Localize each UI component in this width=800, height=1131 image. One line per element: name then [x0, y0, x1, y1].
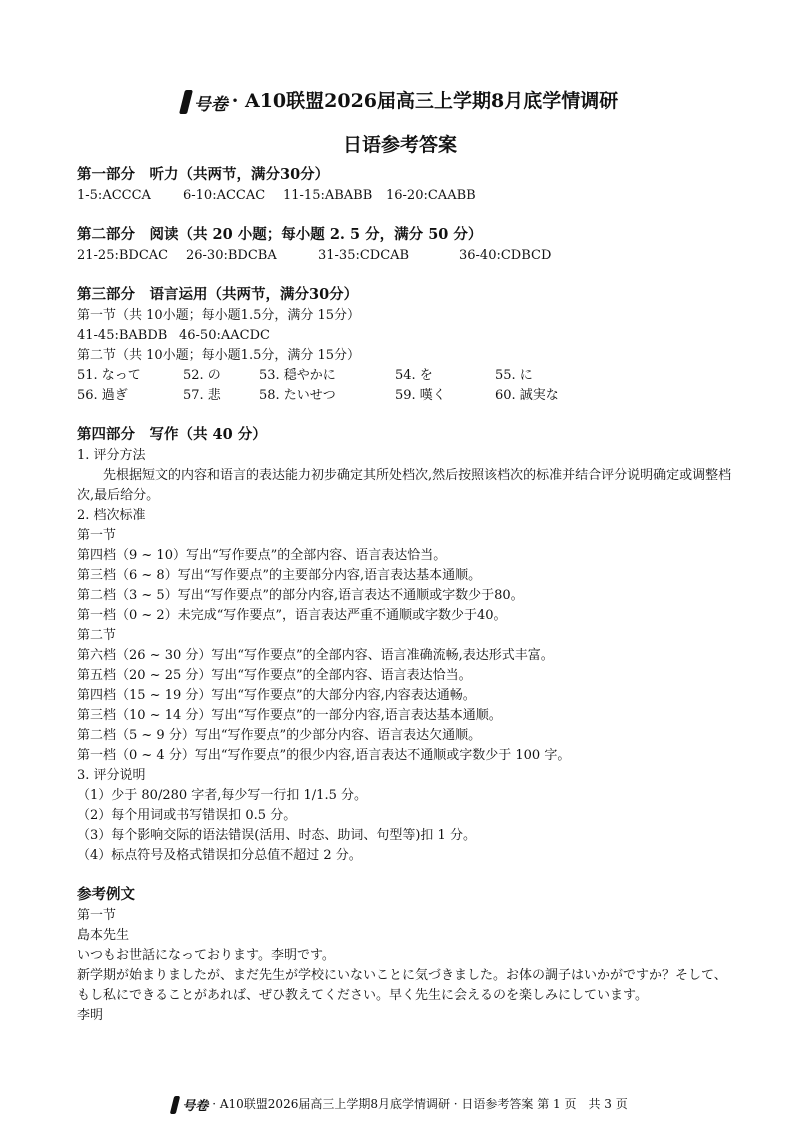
level-item: 第四档（9 ~ 10）写出“写作要点”的全部内容、语言表达恰当。: [77, 548, 447, 563]
levels-sec2-label: 第二节: [77, 628, 117, 643]
answer-group: 26-30:BDCBA: [186, 248, 277, 263]
answer-group: 41-45:BABDB: [77, 328, 168, 343]
fill-answer: 54. を: [395, 368, 433, 383]
fill-answer: 60. 誠実な: [495, 388, 559, 403]
fill-answer: 52. の: [183, 368, 221, 383]
answer-group: 6-10:ACCAC: [183, 188, 266, 203]
level-item: 第一档（0 ~ 2）未完成“写作要点”，语言表达严重不通顺或字数少于40。: [77, 608, 507, 623]
part2-title: 第二部分 阅读（共 20 小题；每小题 2. 5 分，满分 50 分）: [77, 226, 483, 243]
answer-content: [77, 164, 737, 1026]
logo-text: 号卷: [182, 1099, 209, 1114]
scoring-note: （3）每个影响交际的语法错误(活用、时态、助词、句型等)扣 1 分。: [77, 828, 476, 843]
sample-essay-title: 参考例文: [77, 886, 135, 903]
brand-logo: [182, 90, 228, 115]
answer-group: 1-5:ACCCA: [77, 188, 151, 203]
fill-answer: 57. 悲: [183, 388, 221, 403]
fill-answer: 58. たいせつ: [259, 388, 336, 403]
scoring-notes-title: 3. 评分说明: [77, 768, 146, 783]
levels-sec1-label: 第一节: [77, 528, 117, 543]
fill-answer: 55. に: [495, 368, 533, 383]
part4-title: 第四部分 写作（共 40 分）: [77, 426, 267, 443]
answer-group: 21-25:BDCAC: [77, 248, 169, 263]
level-item: 第三档（10 ~ 14 分）写出“写作要点”的一部分内容,语言表达基本通顺。: [77, 708, 502, 723]
brush-stroke-icon: [170, 1096, 180, 1114]
sample-body: 新学期が始まりましたが、まだ先生が学校にいないことに気づきました。お体の調子はいかがですか？そして、もし私にできることがあれば、ぜひ教えてください。早く先生に会えるのを楽しみにしています。: [77, 968, 727, 1003]
scoring-note: （2）每个用词或书写错误扣 0.5 分。: [77, 808, 297, 823]
part1-title: 第一部分 听力（共两节，满分30分）: [77, 166, 330, 183]
logo-text: 号卷: [193, 94, 228, 115]
footer-text: · A10联盟2026届高三上学期8月底学情调研 · 日语参考答案 第 1 页 共 3 页: [212, 1097, 628, 1111]
document-subtitle: 日语参考答案: [342, 134, 457, 156]
level-item: 第五档（20 ~ 25 分）写出“写作要点”的全部内容、语言表达恰当。: [77, 668, 472, 683]
level-item: 第一档（0 ~ 4 分）写出“写作要点”的很少内容,语言表达不通顺或字数少于 100 字。: [77, 748, 571, 763]
level-item: 第二档（5 ~ 9 分）写出“写作要点”的少部分内容、语言表达欠通顺。: [77, 728, 482, 743]
fill-answer: 59. 嘆く: [395, 388, 446, 403]
part3-sec1-label: 第一节（共 10小题；每小题1.5分，满分 15分）: [77, 308, 361, 323]
level-item: 第三档（6 ~ 8）写出“写作要点”的主要部分内容,语言表达基本通顺。: [77, 568, 482, 583]
fill-answers-row2: [77, 386, 737, 406]
fill-answer: 53. 穏やかに: [259, 368, 336, 383]
part3-sec2-label: 第二节（共 10小题；每小题1.5分，满分 15分）: [77, 348, 361, 363]
fill-answers-row1: [77, 366, 737, 386]
part1-answers: [77, 186, 737, 206]
sample-salutation: 島本先生: [77, 928, 130, 943]
answer-group: 46-50:AACDC: [179, 328, 270, 343]
answer-group: 31-35:CDCAB: [318, 248, 410, 263]
brand-logo: [172, 1095, 208, 1114]
part3-title: 第三部分 语言运用（共两节，满分30分）: [77, 286, 359, 303]
level-item: 第二档（3 ~ 5）写出“写作要点”的部分内容,语言表达不通顺或字数少于80。: [77, 588, 524, 603]
scoring-note: （4）标点符号及格式错误扣分总值不超过 2 分。: [77, 848, 362, 863]
sample-greeting: いつもお世話になっております。李明です。: [77, 948, 335, 963]
page-footer: [0, 1095, 800, 1114]
sample-signature: 李明: [77, 1008, 104, 1023]
page-header: [0, 86, 800, 115]
part2-answers: [77, 246, 737, 266]
exam-title: · A10联盟2026届高三上学期8月底学情调研: [231, 90, 619, 112]
sample-sec-label: 第一节: [77, 908, 117, 923]
answer-group: 36-40:CDBCD: [459, 248, 552, 263]
answer-group: 16-20:CAABB: [386, 188, 476, 203]
scoring-method-title: 1. 评分方法: [77, 448, 146, 463]
scoring-note: （1）少于 80/280 字者,每少写一行扣 1/1.5 分。: [77, 788, 367, 803]
level-item: 第六档（26 ~ 30 分）写出“写作要点”的全部内容、语言准确流畅,表达形式丰富。: [77, 648, 554, 663]
grade-levels-title: 2. 档次标准: [77, 508, 146, 523]
brush-stroke-icon: [179, 90, 193, 114]
scoring-method-text: 先根据短文的内容和语言的表达能力初步确定其所处档次,然后按照该档次的标准并结合评分说明确定或调整档次,最后给分。: [77, 468, 732, 503]
fill-answer: 56. 過ぎ: [77, 388, 128, 403]
fill-answer: 51. なって: [77, 368, 141, 383]
part3-sec1-answers: [77, 326, 737, 346]
answer-group: 11-15:ABABB: [283, 188, 373, 203]
level-item: 第四档（15 ~ 19 分）写出“写作要点”的大部分内容,内容表达通畅。: [77, 688, 476, 703]
